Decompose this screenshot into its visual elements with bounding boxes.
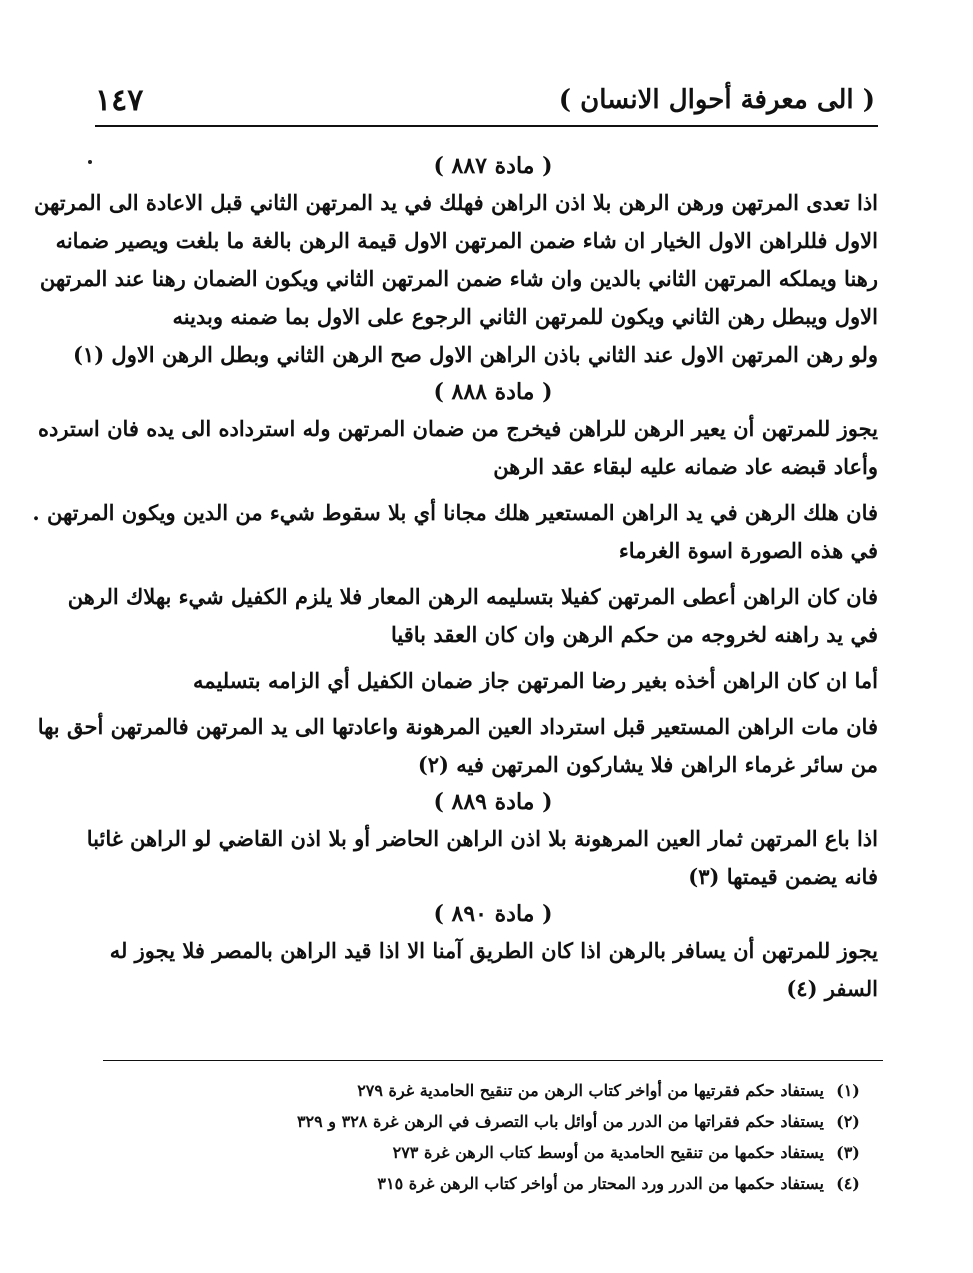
text-line: فان هلك الرهن في يد الراهن المستعير هلك مجانا أي بلا سقوط شيء من الدين ويكون المرتهن . xyxy=(32,500,878,525)
footnote-text: يستفاد حكم فقراتها من الدرر من أوائل باب التصرف في الرهن غرة ٣٢٨ و ٣٢٩ xyxy=(296,1112,824,1131)
text-line: اذا تعدى المرتهن ورهن الرهن بلا اذن الراهن فهلك في يد المرتهن الثاني قبل الاعادة الى المرتهن xyxy=(34,190,878,215)
text-line: في يد راهنه لخروجه من حكم الرهن وان كان العقد باقيا xyxy=(391,622,878,647)
text-line: فان كان الراهن أعطى المرتهن كفيلا بتسليمه الرهن المعار فلا يلزم الكفيل شيء بهلاك الرهن xyxy=(67,584,878,609)
paragraph xyxy=(72,336,878,374)
text-line: من سائر غرماء الراهن فلا يشاركون المرتهن فيه (٢) xyxy=(417,752,878,777)
running-title: ( الى معرفة أحوال الانسان ) xyxy=(558,85,875,115)
paragraph xyxy=(108,662,878,700)
paragraph xyxy=(37,708,878,784)
footnote-rule xyxy=(103,1060,883,1061)
footnote xyxy=(300,1168,872,1199)
footnote xyxy=(296,1106,872,1137)
page-body xyxy=(32,148,878,1008)
text-line: أما ان كان الراهن أخذه بغير رضا المرتهن جاز ضمان الكفيل أي الزامه بتسليمه xyxy=(193,668,878,693)
text-line: الاول ويبطل رهن الثاني ويكون للمرتهن الثاني الرجوع على الاول بما ضمنه وبدينه xyxy=(172,304,878,329)
footnote-text: يستفاد حكم فقرتيها من أواخر كتاب الرهن من تنقيح الحامدية غرة ٢٧٩ xyxy=(357,1081,824,1100)
text-line: السفر (٤) xyxy=(786,976,878,1001)
footnote-number: (١) xyxy=(836,1081,860,1100)
article-heading: ( مادة ٨٨٧ ) xyxy=(433,153,553,179)
footnote-number: (٣) xyxy=(836,1143,860,1162)
text-line: الاول فللراهن الاول الخيار ان شاء ضمن المرتهن الاول قيمة الرهن بالغة ما بلغت ويصير ضمانه xyxy=(55,228,878,253)
page-header xyxy=(95,78,875,122)
article xyxy=(86,784,878,896)
page-number: ١٤٧ xyxy=(95,82,144,118)
footnote xyxy=(300,1075,872,1106)
paragraph xyxy=(32,494,878,570)
text-line: رهنا ويملكه المرتهن الثاني بالدين وان شاء ضمن المرتهن الثاني ويكون الضمان رهنا عند المرتهن xyxy=(39,266,878,291)
text-line: ولو رهن المرتهن الاول عند الثاني باذن الراهن الاول صح الرهن الثاني وبطل الرهن الاول (١) xyxy=(72,342,878,367)
footnote-text: يستفاد حكمها من تنقيح الحامدية من أوسط كتاب الرهن غرة ٢٧٣ xyxy=(392,1143,824,1162)
footnote-text: يستفاد حكمها من الدرر ورد المحتار من أواخر كتاب الرهن غرة ٣١٥ xyxy=(377,1174,824,1193)
paragraph xyxy=(67,578,878,654)
text-line: في هذه الصورة اسوة الغرماء xyxy=(618,538,878,563)
text-line: يجوز للمرتهن أن يسافر بالرهن اذا كان الطريق آمنا الا اذا قيد الراهن بالمصر فلا يجوز له xyxy=(109,938,878,963)
footnotes xyxy=(296,1075,872,1199)
print-speck xyxy=(88,160,92,164)
article xyxy=(108,896,878,1008)
text-line: فان مات الراهن المستعير قبل استرداد العين المرهونة واعادتها الى يد المرتهن فالمرتهن أحق بها xyxy=(37,714,878,739)
paragraph xyxy=(108,932,878,1008)
paragraph xyxy=(34,184,878,336)
article xyxy=(34,148,878,374)
article-heading: ( مادة ٨٨٩ ) xyxy=(433,789,553,815)
text-line: وأعاد قبضه عاد ضمانه عليه لبقاء عقد الرهن xyxy=(493,454,878,479)
text-line: يجوز للمرتهن أن يعير الرهن للراهن فيخرج من ضمان المرتهن وله استرداده الى يده فان استرده xyxy=(38,416,878,441)
footnote-number: (٢) xyxy=(836,1112,860,1131)
article-heading: ( مادة ٨٨٨ ) xyxy=(433,379,553,405)
text-line: اذا باع المرتهن ثمار العين المرهونة بلا اذن الراهن الحاضر أو بلا اذن القاضي لو الراهن غائبا xyxy=(86,826,878,851)
paragraph xyxy=(86,820,878,896)
footnote xyxy=(300,1137,872,1168)
paragraph xyxy=(38,410,878,486)
header-rule xyxy=(95,125,878,127)
footnote-number: (٤) xyxy=(836,1174,860,1193)
text-line: فانه يضمن قيمتها (٣) xyxy=(688,864,878,889)
article xyxy=(32,374,878,784)
article-heading: ( مادة ٨٩٠ ) xyxy=(433,901,553,927)
